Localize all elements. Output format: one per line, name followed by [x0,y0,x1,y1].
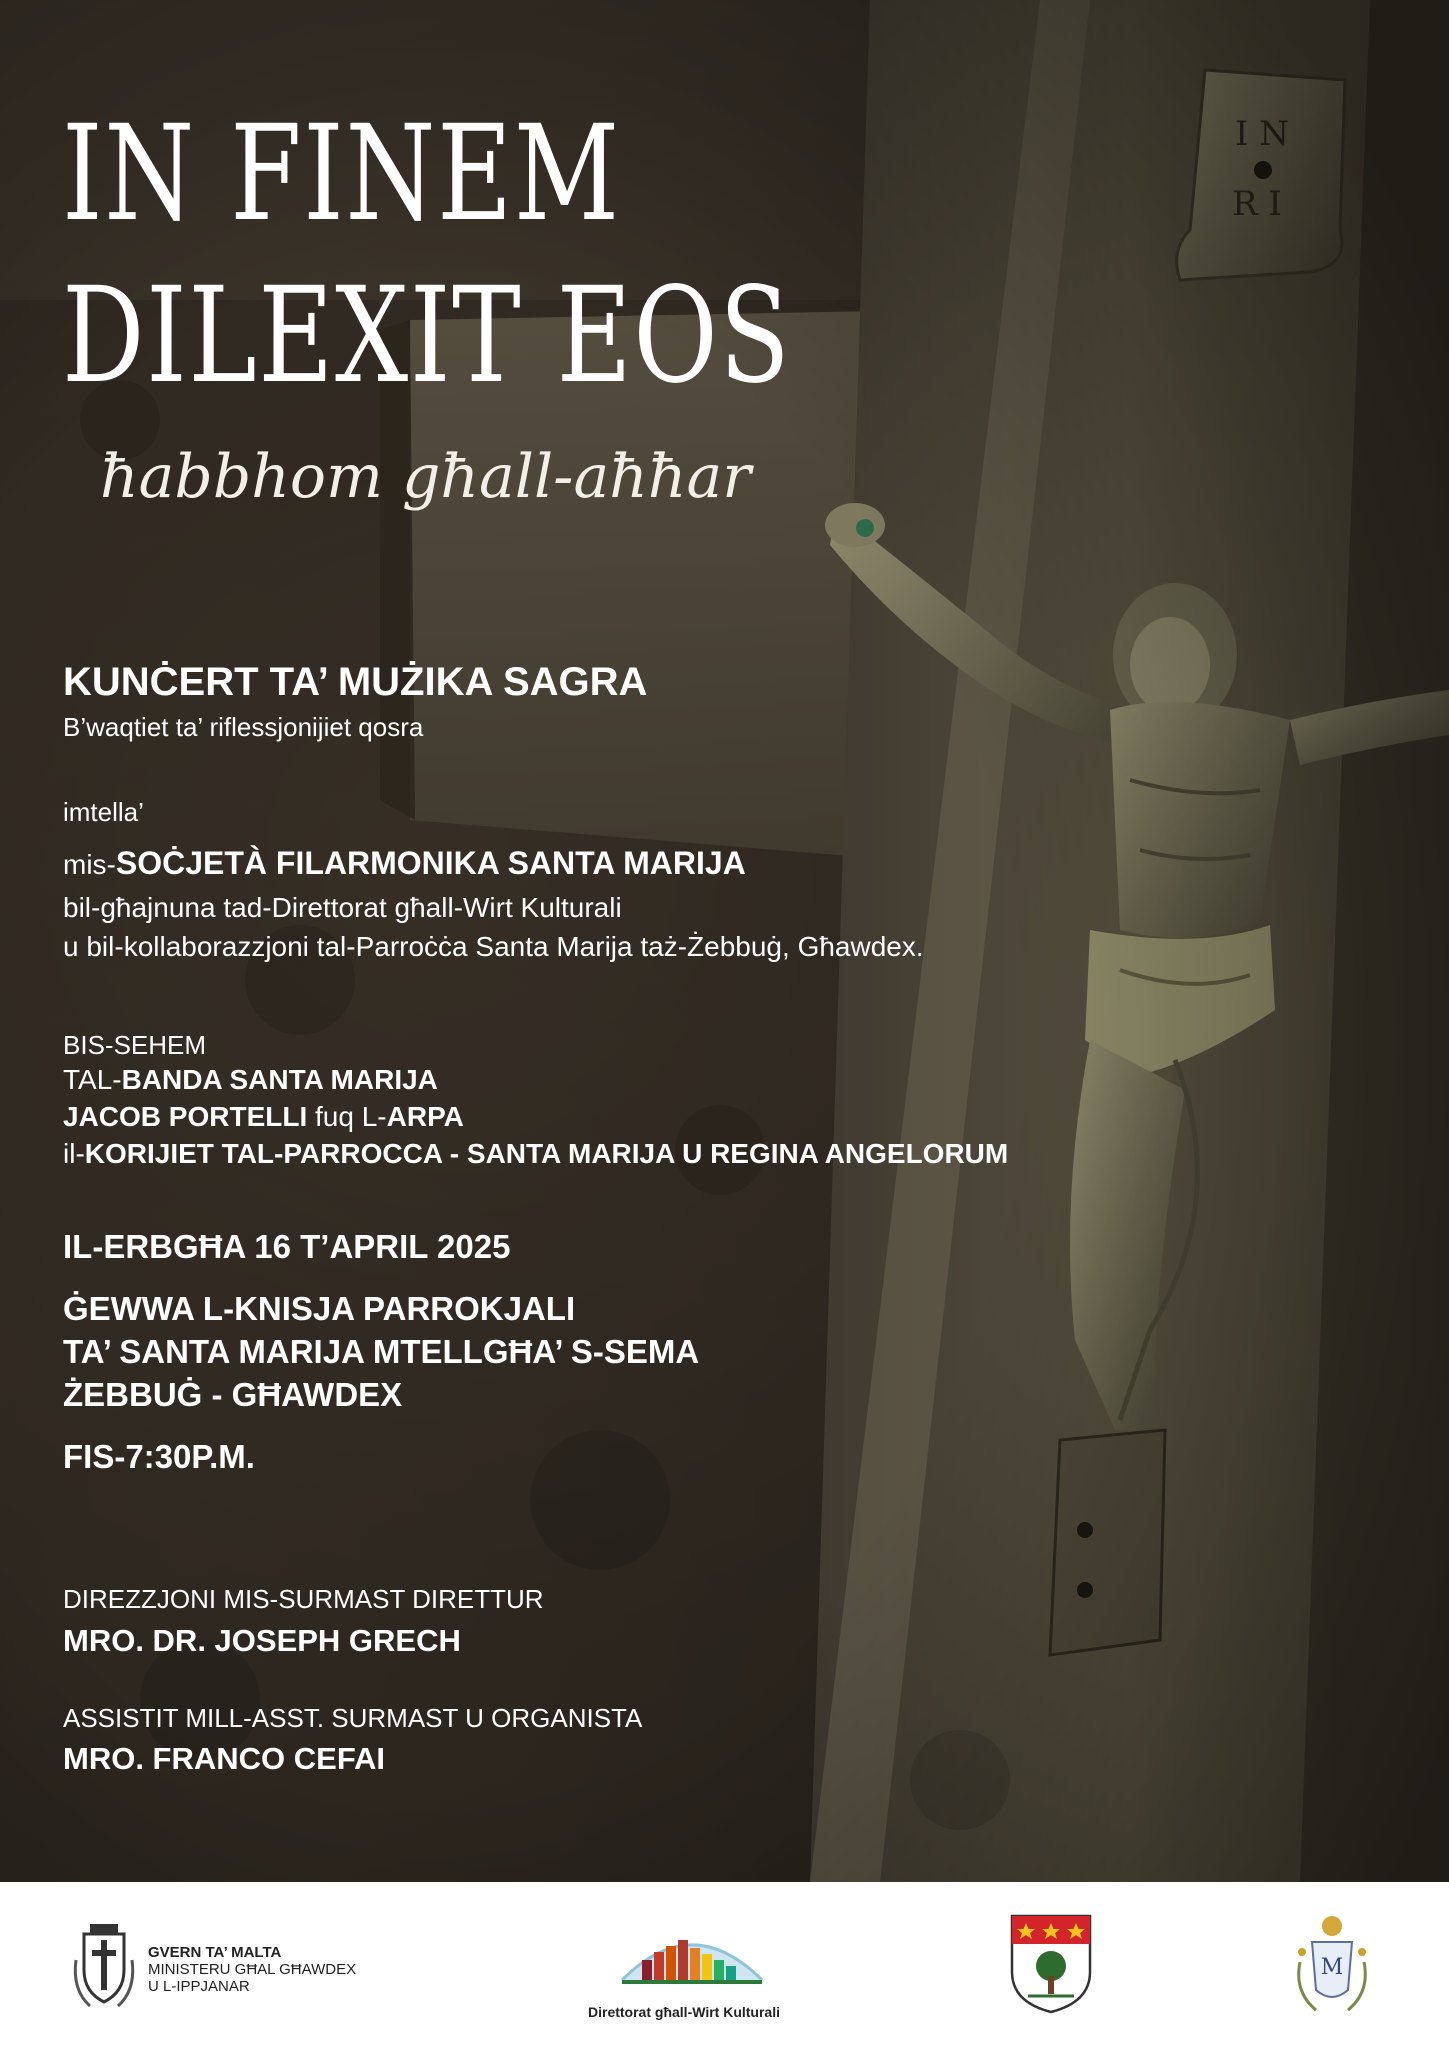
event-date: IL-ERBGĦA 16 T’APRIL 2025 [63,1228,511,1265]
svg-text:M: M [1320,1955,1344,1980]
concert-heading: KUNĊERT TA’ MUŻIKA SAGRA [63,660,648,704]
presented-support: bil-għajnuna tad-Direttorat għall-Wirt Kulturali [63,892,622,923]
parish-emblem-icon [1292,1912,1372,2016]
band-prefix: TAL- [63,1064,122,1095]
harpist-instrument: ARPA [386,1101,464,1132]
presented-by [63,845,746,882]
gov-line-2: MINISTERU GĦAL GĦAWDEX [148,1961,357,1978]
director-name: MRO. DR. JOSEPH GRECH [63,1623,461,1658]
event-venue-line-1: ĠEWWA L-KNISJA PARROKJALI [63,1290,576,1327]
directorate-name: Direttorat għall-Wirt Kulturali [588,2004,780,2020]
gov-line-1: GVERN TA’ MALTA [148,1944,282,1961]
choirs-prefix: il- [63,1138,85,1169]
sponsor-footer [0,1882,1449,2048]
presented-by-prefix: mis- [63,849,116,880]
title-subtitle: ħabbhom għall-aħħar [100,442,751,512]
malta-coat-of-arms-icon [70,1920,138,2008]
event-time: FIS-7:30P.M. [63,1438,255,1475]
event-venue-line-2: TA’ SANTA MARIJA MTELLGĦA’ S-SEMA [63,1333,700,1370]
concert-subheading: B’waqtiet ta’ riflessjonijiet qosra [63,712,424,742]
director-role: DIREZZJONI MIS-SURMAST DIRETTUR [63,1584,544,1614]
assistant-name: MRO. FRANCO CEFAI [63,1741,386,1776]
harpist-mid: fuq L- [307,1101,387,1132]
choirs-name: KORIJIET TAL-PARROCCA - SANTA MARIJA U REGINA ANGELORUM [84,1138,1009,1169]
presented-label: imtella’ [63,797,144,827]
participation-choirs [63,1138,1008,1170]
assistant-role: ASSISTIT MILL-ASST. SURMAST U ORGANISTA [63,1703,643,1733]
gov-text-block [148,1944,356,1995]
zebbug-shield-icon [1010,1914,1092,2014]
title-line-2: DILEXIT EOS [62,259,792,413]
directorate-logo-icon [612,1920,772,2000]
participation-harpist [63,1101,464,1133]
society-name: SOĊJETÀ FILARMONIKA SANTA MARIJA [115,845,746,881]
participation-band [63,1064,438,1096]
event-venue-line-3: ŻEBBUĠ - GĦAWDEX [63,1376,403,1413]
band-name: BANDA SANTA MARIJA [121,1064,438,1095]
harpist-name: JACOB PORTELLI [63,1101,308,1132]
title-line-1: IN FINEM [62,97,621,251]
presented-collaboration: u bil-kollaborazzjoni tal-Parroċċa Santa Marija taż-Żebbuġ, Għawdex. [63,931,924,962]
participation-label: BIS-SEHEM [63,1030,207,1060]
gov-line-3: U L-IPPJANAR [148,1978,250,1995]
